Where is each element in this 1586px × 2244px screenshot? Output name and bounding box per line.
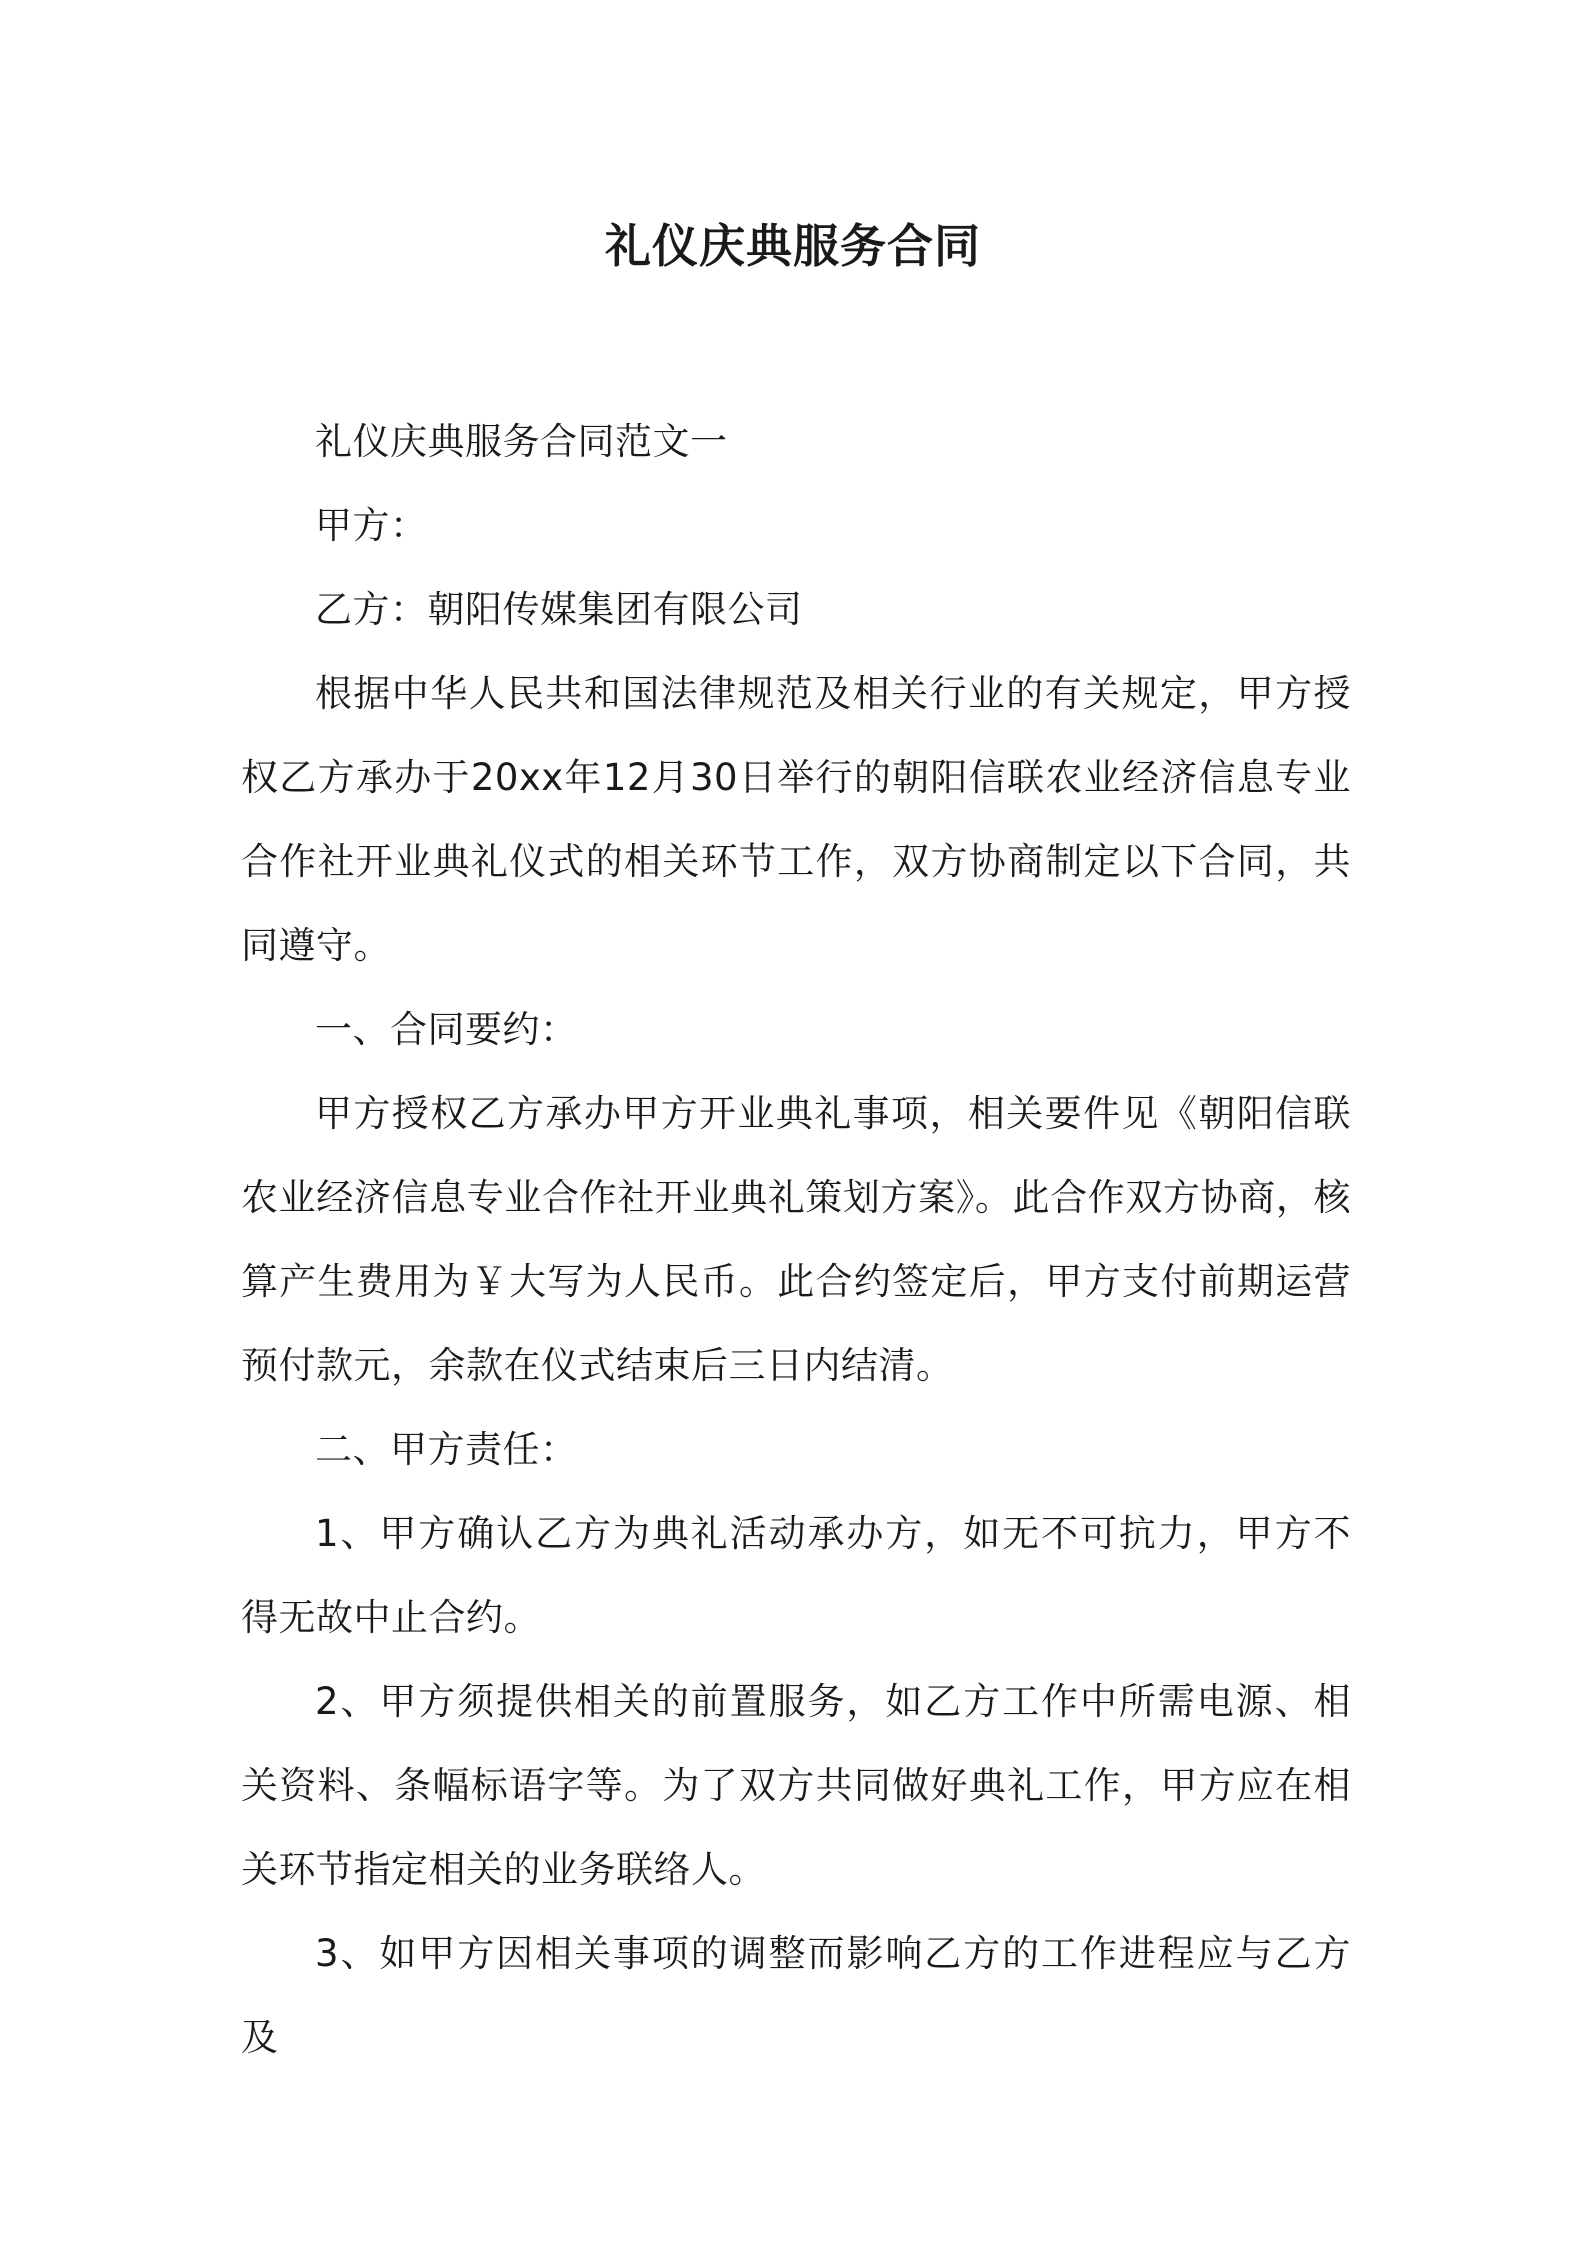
- paragraph-offer: 甲方授权乙方承办甲方开业典礼事项，相关要件见《朝阳信联农业经济信息专业合作社开业典礼策划方案》。此合作双方协商，核算产生费用为￥大写为人民币。此合约签定后，甲方支付前期运营预付款元，余款在仪式结束后三日内结清。: [241, 1092, 1351, 1387]
- paragraph-party-a: 甲方：: [315, 504, 428, 547]
- paragraph-party-b: 乙方：朝阳传媒集团有限公司: [315, 588, 803, 631]
- document-title: 礼仪庆典服务合同: [605, 219, 981, 273]
- section-heading-offer: 一、合同要约：: [315, 1008, 578, 1051]
- paragraph-duty-2: 2、甲方须提供相关的前置服务，如乙方工作中所需电源、相关资料、条幅标语字等。为了双方共同做好典礼工作，甲方应在相关环节指定相关的业务联络人。: [241, 1680, 1351, 1891]
- paragraph-duty-1: 1、甲方确认乙方为典礼活动承办方，如无不可抗力，甲方不得无故中止合约。: [241, 1512, 1351, 1639]
- paragraph-duty-3: 3、如甲方因相关事项的调整而影响乙方的工作进程应与乙方及: [241, 1932, 1351, 2059]
- document-body: [241, 400, 1351, 2080]
- section-heading-party-a-duties: 二、甲方责任：: [315, 1428, 578, 1471]
- paragraph-preamble: 根据中华人民共和国法律规范及相关行业的有关规定，甲方授权乙方承办于20xx年12月30日举行的朝阳信联农业经济信息专业合作社开业典礼仪式的相关环节工作，双方协商制定以下合同，共同遵守。: [241, 672, 1351, 967]
- paragraph-subtitle: 礼仪庆典服务合同范文一: [315, 420, 728, 463]
